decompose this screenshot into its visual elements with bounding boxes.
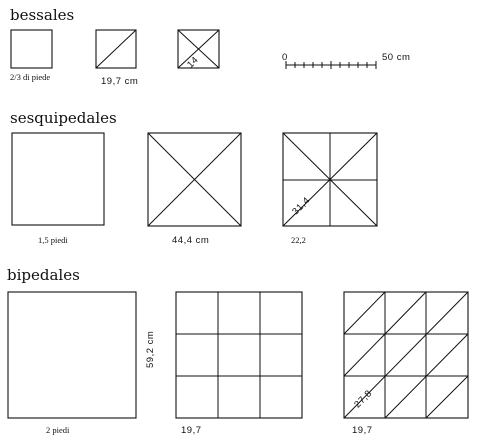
label-bipedales-cm: 59,2 cm: [145, 330, 156, 368]
label-sesquipedales-half: 22,2: [291, 235, 306, 245]
heading-sesquipedales: sesquipedales: [10, 109, 117, 127]
scale-bar: [286, 61, 376, 69]
label-bipedales-grid-cell: 19,7: [181, 425, 202, 436]
heading-bipedales: bipedales: [7, 266, 80, 284]
sesquipedales-tile-cross: [148, 133, 241, 226]
label-bessales-size: 2/3 di piede: [10, 72, 51, 82]
label-sesquipedales-cm: 44,4 cm: [172, 235, 210, 246]
label-bipedales-diag-cell: 19,7: [352, 425, 373, 436]
bessales-tile-diagonal: [96, 30, 136, 68]
scale-start-label: 0: [282, 52, 288, 63]
sesquipedales-tile-plain: [12, 133, 104, 225]
bipedales-tile-grid: [176, 292, 302, 418]
label-bessales-cm: 19,7 cm: [101, 76, 139, 87]
bipedales-tile-plain: [8, 292, 136, 418]
label-bessales-diag: 14: [185, 54, 202, 71]
label-bipedales-diag: 27,8: [352, 388, 375, 411]
heading-bessales: bessales: [10, 6, 75, 24]
scale-end-label: 50 cm: [382, 52, 411, 63]
label-sesquipedales-diag: 31,4: [290, 195, 313, 218]
label-sesquipedales-size: 1,5 piedi: [38, 235, 68, 245]
label-bipedales-size: 2 piedi: [46, 425, 70, 435]
bessales-tile-plain: [11, 30, 52, 68]
